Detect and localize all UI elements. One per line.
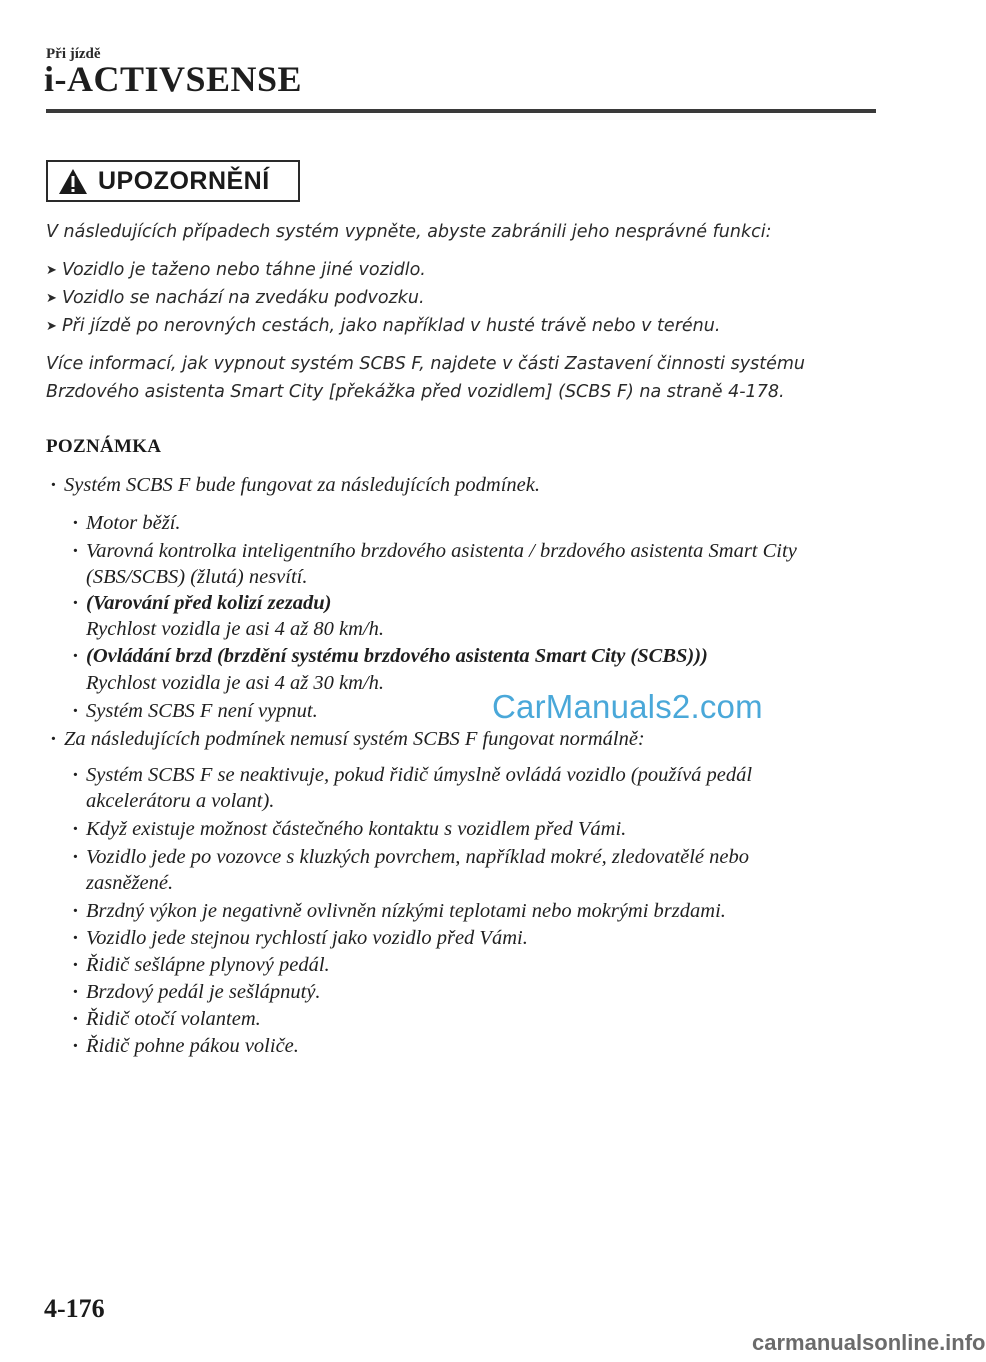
caution-more-info: Brzdového asistenta Smart City [překážka před vozidlem] (SCBS F) na straně 4-178.	[46, 382, 785, 402]
list-item: · Brzdový pedál je sešlápnutý.	[72, 981, 321, 1003]
list-item-continuation: Rychlost vozidla je asi 4 až 80 km/h.	[86, 618, 384, 640]
list-item-continuation: (SBS/SCBS) (žlutá) nesvítí.	[86, 566, 308, 588]
bullet-dot-icon: ·	[72, 764, 79, 786]
list-item: · Varovná kontrolka inteligentního brzdového asistenta / brzdového asistenta Smart City	[72, 540, 797, 562]
list-item: · Vozidlo jede po vozovce s kluzkých povrchem, například mokré, zledovatělé nebo	[72, 846, 750, 868]
list-item-continuation: akcelerátoru a volant).	[86, 790, 275, 812]
list-item: · Když existuje možnost částečného kontaktu s vozidlem před Vámi.	[72, 818, 627, 840]
caution-label: UPOZORNĚNÍ	[98, 166, 270, 195]
bullet-dot-icon: ·	[72, 592, 79, 614]
caution-box	[46, 160, 300, 202]
arrow-bullet-icon: ➤	[46, 290, 57, 306]
warning-triangle-icon	[58, 168, 88, 195]
list-item: · Systém SCBS F není vypnut.	[72, 700, 318, 722]
list-item: · Systém SCBS F se neaktivuje, pokud řidič úmyslně ovládá vozidlo (používá pedál	[72, 764, 753, 786]
list-item: · Řidič otočí volantem.	[72, 1008, 261, 1030]
page-number: 4-176	[44, 1294, 105, 1323]
watermark-logo: CarManuals2.com	[492, 688, 763, 725]
note-heading: POZNÁMKA	[46, 436, 162, 457]
bullet-dot-icon: ·	[72, 900, 79, 922]
bullet-dot-icon: ·	[72, 846, 79, 868]
arrow-bullet-icon: ➤	[46, 318, 57, 334]
list-item: · (Ovládání brzd (brzdění systému brzdového asistenta Smart City (SCBS)))	[72, 645, 708, 667]
bullet-dot-icon: ·	[72, 927, 79, 949]
list-item: · Brzdný výkon je negativně ovlivněn nízkými teplotami nebo mokrými brzdami.	[72, 900, 726, 922]
list-item: · Řidič sešlápne plynový pedál.	[72, 954, 330, 976]
header-rule	[46, 109, 876, 113]
list-item: · (Varování před kolizí zezadu)	[72, 592, 332, 614]
caution-item: ➤ Vozidlo se nachází na zvedáku podvozku.	[46, 288, 425, 308]
bullet-dot-icon: ·	[72, 1035, 79, 1057]
list-item: · Vozidlo jede stejnou rychlostí jako vozidlo před Vámi.	[72, 927, 528, 949]
caution-more-info: Více informací, jak vypnout systém SCBS F, najdete v části Zastavení činnosti systému	[46, 354, 805, 374]
bullet-dot-icon: ·	[72, 954, 79, 976]
page-title: i-ACTIVSENSE	[44, 59, 303, 99]
caution-item: ➤ Vozidlo je taženo nebo táhne jiné vozidlo.	[46, 260, 426, 280]
bullet-dot-icon: ·	[50, 728, 57, 750]
section-kicker: Při jízdě	[46, 46, 101, 62]
bullet-dot-icon: ·	[72, 981, 79, 1003]
note-bullet: · Za následujících podmínek nemusí systém SCBS F fungovat normálně:	[50, 728, 645, 750]
bullet-dot-icon: ·	[72, 540, 79, 562]
list-item-continuation: zasněžené.	[86, 872, 174, 894]
bullet-dot-icon: ·	[72, 818, 79, 840]
arrow-bullet-icon: ➤	[46, 262, 57, 278]
bullet-dot-icon: ·	[72, 645, 79, 667]
bullet-dot-icon: ·	[72, 1008, 79, 1030]
caution-item: ➤ Při jízdě po nerovných cestách, jako například v husté trávě nebo v terénu.	[46, 316, 721, 336]
list-item-continuation: Rychlost vozidla je asi 4 až 30 km/h.	[86, 672, 384, 694]
list-item: · Motor běží.	[72, 512, 181, 534]
footer-site-watermark: carmanualsonline.info	[752, 1330, 986, 1355]
caution-intro: V následujících případech systém vypněte, abyste zabránili jeho nesprávné funkci:	[46, 222, 772, 242]
bullet-dot-icon: ·	[72, 700, 79, 722]
bullet-dot-icon: ·	[50, 474, 57, 496]
note-bullet: · Systém SCBS F bude fungovat za následujících podmínek.	[50, 474, 540, 496]
list-item: · Řidič pohne pákou voliče.	[72, 1035, 299, 1057]
bullet-dot-icon: ·	[72, 512, 79, 534]
